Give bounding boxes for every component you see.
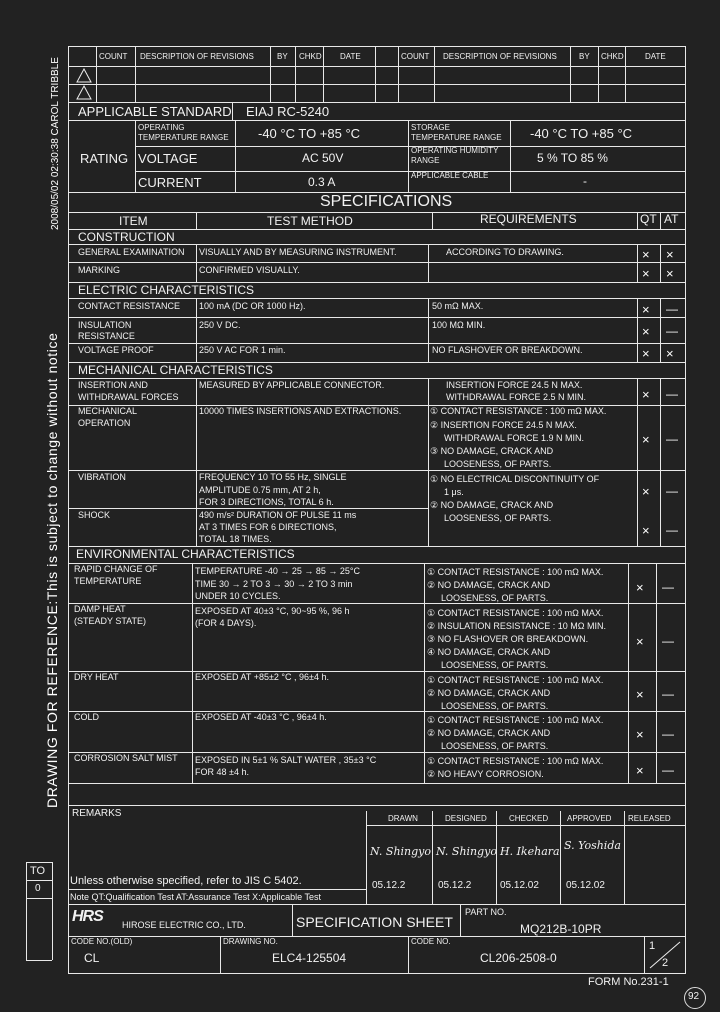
mech-op-item-1: MECHANICAL: [78, 406, 138, 416]
rev-header-count-2: COUNT: [401, 52, 430, 61]
damp-req-4: ④ NO DAMAGE, CRACK AND: [427, 647, 551, 657]
rating-label: RATING: [80, 151, 129, 166]
revision-triangle-icons: [76, 68, 92, 100]
storage-temp-label: STORAGE TEMPERATURE RANGE: [411, 123, 502, 142]
voltage-proof-qt-mark: ×: [642, 346, 650, 361]
salt-method-2: FOR 48 ±4 h.: [195, 767, 249, 777]
contact-res-item: CONTACT RESISTANCE: [78, 301, 181, 311]
dry-req-3: LOOSENESS, OF PARTS.: [441, 701, 549, 711]
drawn-signature: N. Shingyo: [370, 845, 432, 858]
insertion-req-1: INSERTION FORCE 24.5 N MAX.: [446, 380, 583, 390]
checked-date: 05.12.02: [500, 880, 539, 891]
shock-item: SHOCK: [78, 510, 111, 520]
insulation-qt-mark: ×: [642, 324, 650, 339]
damp-req-5: LOOSENESS, OF PARTS.: [441, 660, 549, 670]
rev-header-date: DATE: [340, 52, 361, 61]
rapid-item-1: RAPID CHANGE OF: [74, 564, 158, 574]
rapid-req-3: LOOSENESS, OF PARTS.: [441, 593, 549, 603]
designed-date: 05.12.2: [438, 880, 472, 891]
contact-res-at-mark: —: [666, 302, 678, 316]
approved-label: APPROVED: [567, 814, 612, 823]
shock-method-2: AT 3 TIMES FOR 6 DIRECTIONS,: [199, 522, 337, 532]
section-electric: ELECTRIC CHARACTERISTICS: [78, 283, 255, 297]
vibration-method-1: FREQUENCY 10 TO 55 Hz, SINGLE: [199, 472, 347, 482]
dry-item: DRY HEAT: [74, 672, 119, 682]
insulation-at-mark: —: [666, 324, 678, 338]
op-temp-label: OPERATING TEMPERATURE RANGE: [138, 123, 229, 142]
mech-op-method: 10000 TIMES INSERTIONS AND EXTRACTIONS.: [199, 406, 402, 416]
dry-method: EXPOSED AT +85±2 °C , 96±4 h.: [195, 672, 329, 682]
drawing-no-label: DRAWING NO.: [223, 937, 278, 946]
dry-at-mark: —: [662, 687, 674, 701]
cold-qt-mark: ×: [636, 727, 644, 742]
vibration-item: VIBRATION: [78, 472, 126, 482]
drawn-date: 05.12.2: [372, 880, 406, 891]
voltage-proof-at-mark: ×: [666, 346, 674, 361]
col-item: ITEM: [119, 214, 148, 228]
salt-at-mark: —: [662, 763, 674, 777]
designed-label: DESIGNED: [445, 814, 487, 823]
test-legend-note: Note QT:Qualification Test AT:Assurance Test X:Applicable Test: [70, 892, 321, 902]
current-value: 0.3 A: [308, 175, 336, 189]
damp-req-3: ③ NO FLASHOVER OR BREAKDOWN.: [427, 634, 589, 644]
damp-item-1: DAMP HEAT: [74, 604, 126, 614]
code-old-value: CL: [84, 951, 100, 965]
cold-item: COLD: [74, 712, 100, 722]
voltage-proof-item: VOLTAGE PROOF: [78, 345, 154, 355]
damp-method-1: EXPOSED AT 40±3 °C, 90~95 %, 96 h: [195, 606, 350, 616]
applicable-standard-value: EIAJ RC-5240: [246, 104, 330, 119]
salt-qt-mark: ×: [636, 763, 644, 778]
released-label: RELEASED: [628, 814, 671, 823]
approved-signature: S. Yoshida: [564, 839, 621, 852]
vibration-req-4: LOOSENESS, OF PARTS.: [444, 513, 552, 523]
voltage-proof-req: NO FLASHOVER OR BREAKDOWN.: [432, 345, 583, 355]
mech-op-req-4: ③ NO DAMAGE, CRACK AND: [430, 446, 554, 456]
insulation-method: 250 V DC.: [199, 320, 241, 330]
drawing-no-value: ELC4-125504: [272, 951, 347, 965]
cold-at-mark: —: [662, 727, 674, 741]
hrs-logo: HRS: [72, 908, 103, 925]
damp-req-1: ① CONTACT RESISTANCE : 100 mΩ MAX.: [427, 608, 604, 618]
checked-label: CHECKED: [509, 814, 549, 823]
gen-exam-at-mark: ×: [666, 247, 674, 262]
rev-header-desc-2: DESCRIPTION OF REVISIONS: [443, 52, 557, 61]
stamp-circle-number: 92: [688, 991, 700, 1002]
approved-date: 05.12.02: [566, 880, 605, 891]
insertion-at-mark: —: [666, 387, 678, 401]
rev-header-by-2: BY: [579, 52, 590, 61]
humidity-value: 5 % TO 85 %: [537, 151, 608, 165]
remarks-label: REMARKS: [72, 808, 122, 819]
insertion-item-1: INSERTION AND: [78, 380, 148, 390]
print-stamp: 2008/05/02 02:30:38 CAROL TRIBBLE: [50, 57, 61, 230]
checked-signature: H. Ikehara: [500, 845, 560, 858]
damp-req-2: ② INSULATION RESISTANCE : 10 MΩ MIN.: [427, 621, 606, 631]
insertion-req-2: WITHDRAWAL FORCE 2.5 N MIN.: [446, 392, 587, 402]
voltage-value: AC 50V: [302, 151, 344, 165]
cold-req-2: ② NO DAMAGE, CRACK AND: [427, 728, 551, 738]
mech-op-req-2: ② INSERTION FORCE 24.5 N MAX.: [430, 420, 577, 430]
shock-method-1: 490 m/s² DURATION OF PULSE 11 ms: [199, 510, 357, 520]
mech-op-at-mark: —: [666, 432, 678, 446]
damp-method-2: (FOR 4 DAYS).: [195, 618, 257, 628]
salt-item: CORROSION SALT MIST: [74, 753, 178, 763]
section-environmental: ENVIRONMENTAL CHARACTERISTICS: [76, 547, 295, 561]
reference-notice: DRAWING FOR REFERENCE:This is subject to change without notice: [44, 332, 60, 808]
insertion-qt-mark: ×: [642, 387, 650, 402]
marking-qt-mark: ×: [642, 266, 650, 281]
section-mechanical: MECHANICAL CHARACTERISTICS: [78, 363, 273, 377]
code-no-label: CODE NO.: [411, 937, 451, 946]
form-number: FORM No.231-1: [588, 976, 669, 988]
rev-header-desc: DESCRIPTION OF REVISIONS: [140, 52, 254, 61]
mech-op-req-5: LOOSENESS, OF PARTS.: [444, 459, 552, 469]
gen-exam-qt-mark: ×: [642, 247, 650, 262]
op-temp-value: -40 °C TO +85 °C: [258, 126, 361, 141]
specifications-title: SPECIFICATIONS: [320, 193, 453, 210]
dry-req-1: ① CONTACT RESISTANCE : 100 mΩ MAX.: [427, 675, 604, 685]
damp-at-mark: —: [662, 634, 674, 648]
mech-op-item-2: OPERATION: [78, 418, 131, 428]
marking-method: CONFIRMED VISUALLY.: [199, 265, 300, 275]
voltage-label: VOLTAGE: [138, 151, 198, 166]
salt-req-2: ② NO HEAVY CORROSION.: [427, 769, 544, 779]
rev-header-by: BY: [277, 52, 288, 61]
page-total: 2: [662, 957, 669, 969]
mech-op-qt-mark: ×: [642, 432, 650, 447]
marking-item: MARKING: [78, 265, 121, 275]
contact-res-qt-mark: ×: [642, 302, 650, 317]
vibration-req-3: ② NO DAMAGE, CRACK AND: [430, 500, 554, 510]
vibration-req-1: ① NO ELECTRICAL DISCONTINUITY OF: [430, 474, 600, 484]
rev-header-count: COUNT: [99, 52, 128, 61]
rev-header-chkd: CHKD: [299, 52, 322, 61]
section-construction: CONSTRUCTION: [78, 230, 175, 244]
insulation-item-2: RESISTANCE: [78, 331, 135, 341]
rapid-req-1: ① CONTACT RESISTANCE : 100 mΩ MAX.: [427, 567, 604, 577]
rapid-method-3: UNDER 10 CYCLES.: [195, 591, 281, 601]
insulation-req: 100 MΩ MIN.: [432, 320, 486, 330]
humidity-label: OPERATING HUMIDITY RANGE: [411, 146, 499, 165]
gen-exam-req: ACCORDING TO DRAWING.: [446, 247, 564, 257]
cold-req-3: LOOSENESS, OF PARTS.: [441, 741, 549, 751]
unless-note: Unless otherwise specified, refer to JIS C 5402.: [70, 875, 302, 887]
part-no-value: MQ212B-10PR: [520, 922, 602, 936]
cold-method: EXPOSED AT -40±3 °C , 96±4 h.: [195, 712, 327, 722]
vibration-at-mark: —: [666, 484, 678, 498]
salt-method-1: EXPOSED IN 5±1 % SALT WATER , 35±3 °C: [195, 755, 377, 765]
gen-exam-method: VISUALLY AND BY MEASURING INSTRUMENT.: [199, 247, 397, 257]
drawn-label: DRAWN: [388, 814, 418, 823]
vibration-method-2: AMPLITUDE 0.75 mm, AT 2 h,: [199, 485, 321, 495]
rev-header-chkd-2: CHKD: [601, 52, 624, 61]
rapid-item-2: TEMPERATURE: [74, 576, 142, 586]
shock-qt-mark: ×: [642, 523, 650, 538]
insertion-method: MEASURED BY APPLICABLE CONNECTOR.: [199, 380, 385, 390]
marking-at-mark: ×: [666, 266, 674, 281]
gen-exam-item: GENERAL EXAMINATION: [78, 247, 185, 257]
rapid-method-1: TEMPERATURE -40 → 25 → 85 → 25°C: [195, 566, 360, 576]
part-no-label: PART NO.: [465, 907, 507, 917]
salt-req-1: ① CONTACT RESISTANCE : 100 mΩ MAX.: [427, 756, 604, 766]
voltage-proof-method: 250 V AC FOR 1 min.: [199, 345, 286, 355]
rapid-at-mark: —: [662, 580, 674, 594]
spec-sheet-title: SPECIFICATION SHEET: [296, 914, 453, 930]
shock-method-3: TOTAL 18 TIMES.: [199, 534, 272, 544]
vibration-qt-mark: ×: [642, 484, 650, 499]
insertion-item-2: WITHDRAWAL FORCES: [78, 392, 179, 402]
contact-res-method: 100 mA (DC OR 1000 Hz).: [199, 301, 306, 311]
rapid-method-2: TIME 30 → 2 TO 3 → 30 → 2 TO 3 min: [195, 579, 353, 589]
code-no-value: CL206-2508-0: [480, 951, 557, 965]
company-name: HIROSE ELECTRIC CO., LTD.: [122, 920, 246, 930]
to-label: TO: [30, 865, 46, 877]
vibration-method-3: FOR 3 DIRECTIONS, TOTAL 6 h.: [199, 497, 334, 507]
cold-req-1: ① CONTACT RESISTANCE : 100 mΩ MAX.: [427, 715, 604, 725]
dry-qt-mark: ×: [636, 687, 644, 702]
shock-at-mark: —: [666, 523, 678, 537]
contact-res-req: 50 mΩ MAX.: [432, 301, 484, 311]
storage-temp-value: -40 °C TO +85 °C: [530, 126, 633, 141]
col-requirements: REQUIREMENTS: [480, 212, 577, 226]
damp-qt-mark: ×: [636, 634, 644, 649]
mech-op-req-1: ① CONTACT RESISTANCE : 100 mΩ MAX.: [430, 406, 607, 416]
damp-item-2: (STEADY STATE): [74, 616, 147, 626]
to-value: 0: [35, 883, 41, 894]
cable-label: APPLICABLE CABLE: [411, 171, 489, 180]
dry-req-2: ② NO DAMAGE, CRACK AND: [427, 688, 551, 698]
applicable-standard-label: APPLICABLE STANDARD: [78, 104, 232, 119]
rev-header-date-2: DATE: [645, 52, 666, 61]
vibration-req-2: 1 μs.: [444, 487, 464, 497]
col-qt: QT: [640, 212, 657, 226]
rapid-req-2: ② NO DAMAGE, CRACK AND: [427, 580, 551, 590]
code-old-label: CODE NO.(OLD): [71, 937, 133, 946]
insulation-item-1: INSULATION: [78, 320, 132, 330]
mech-op-req-3: WITHDRAWAL FORCE 1.9 N MIN.: [444, 433, 585, 443]
col-at: AT: [664, 212, 679, 226]
col-test-method: TEST METHOD: [267, 214, 353, 228]
page-number: 1: [649, 940, 656, 952]
rapid-qt-mark: ×: [636, 580, 644, 595]
cable-value: -: [583, 174, 587, 188]
current-label: CURRENT: [138, 175, 202, 190]
designed-signature: N. Shingyo: [436, 845, 498, 858]
